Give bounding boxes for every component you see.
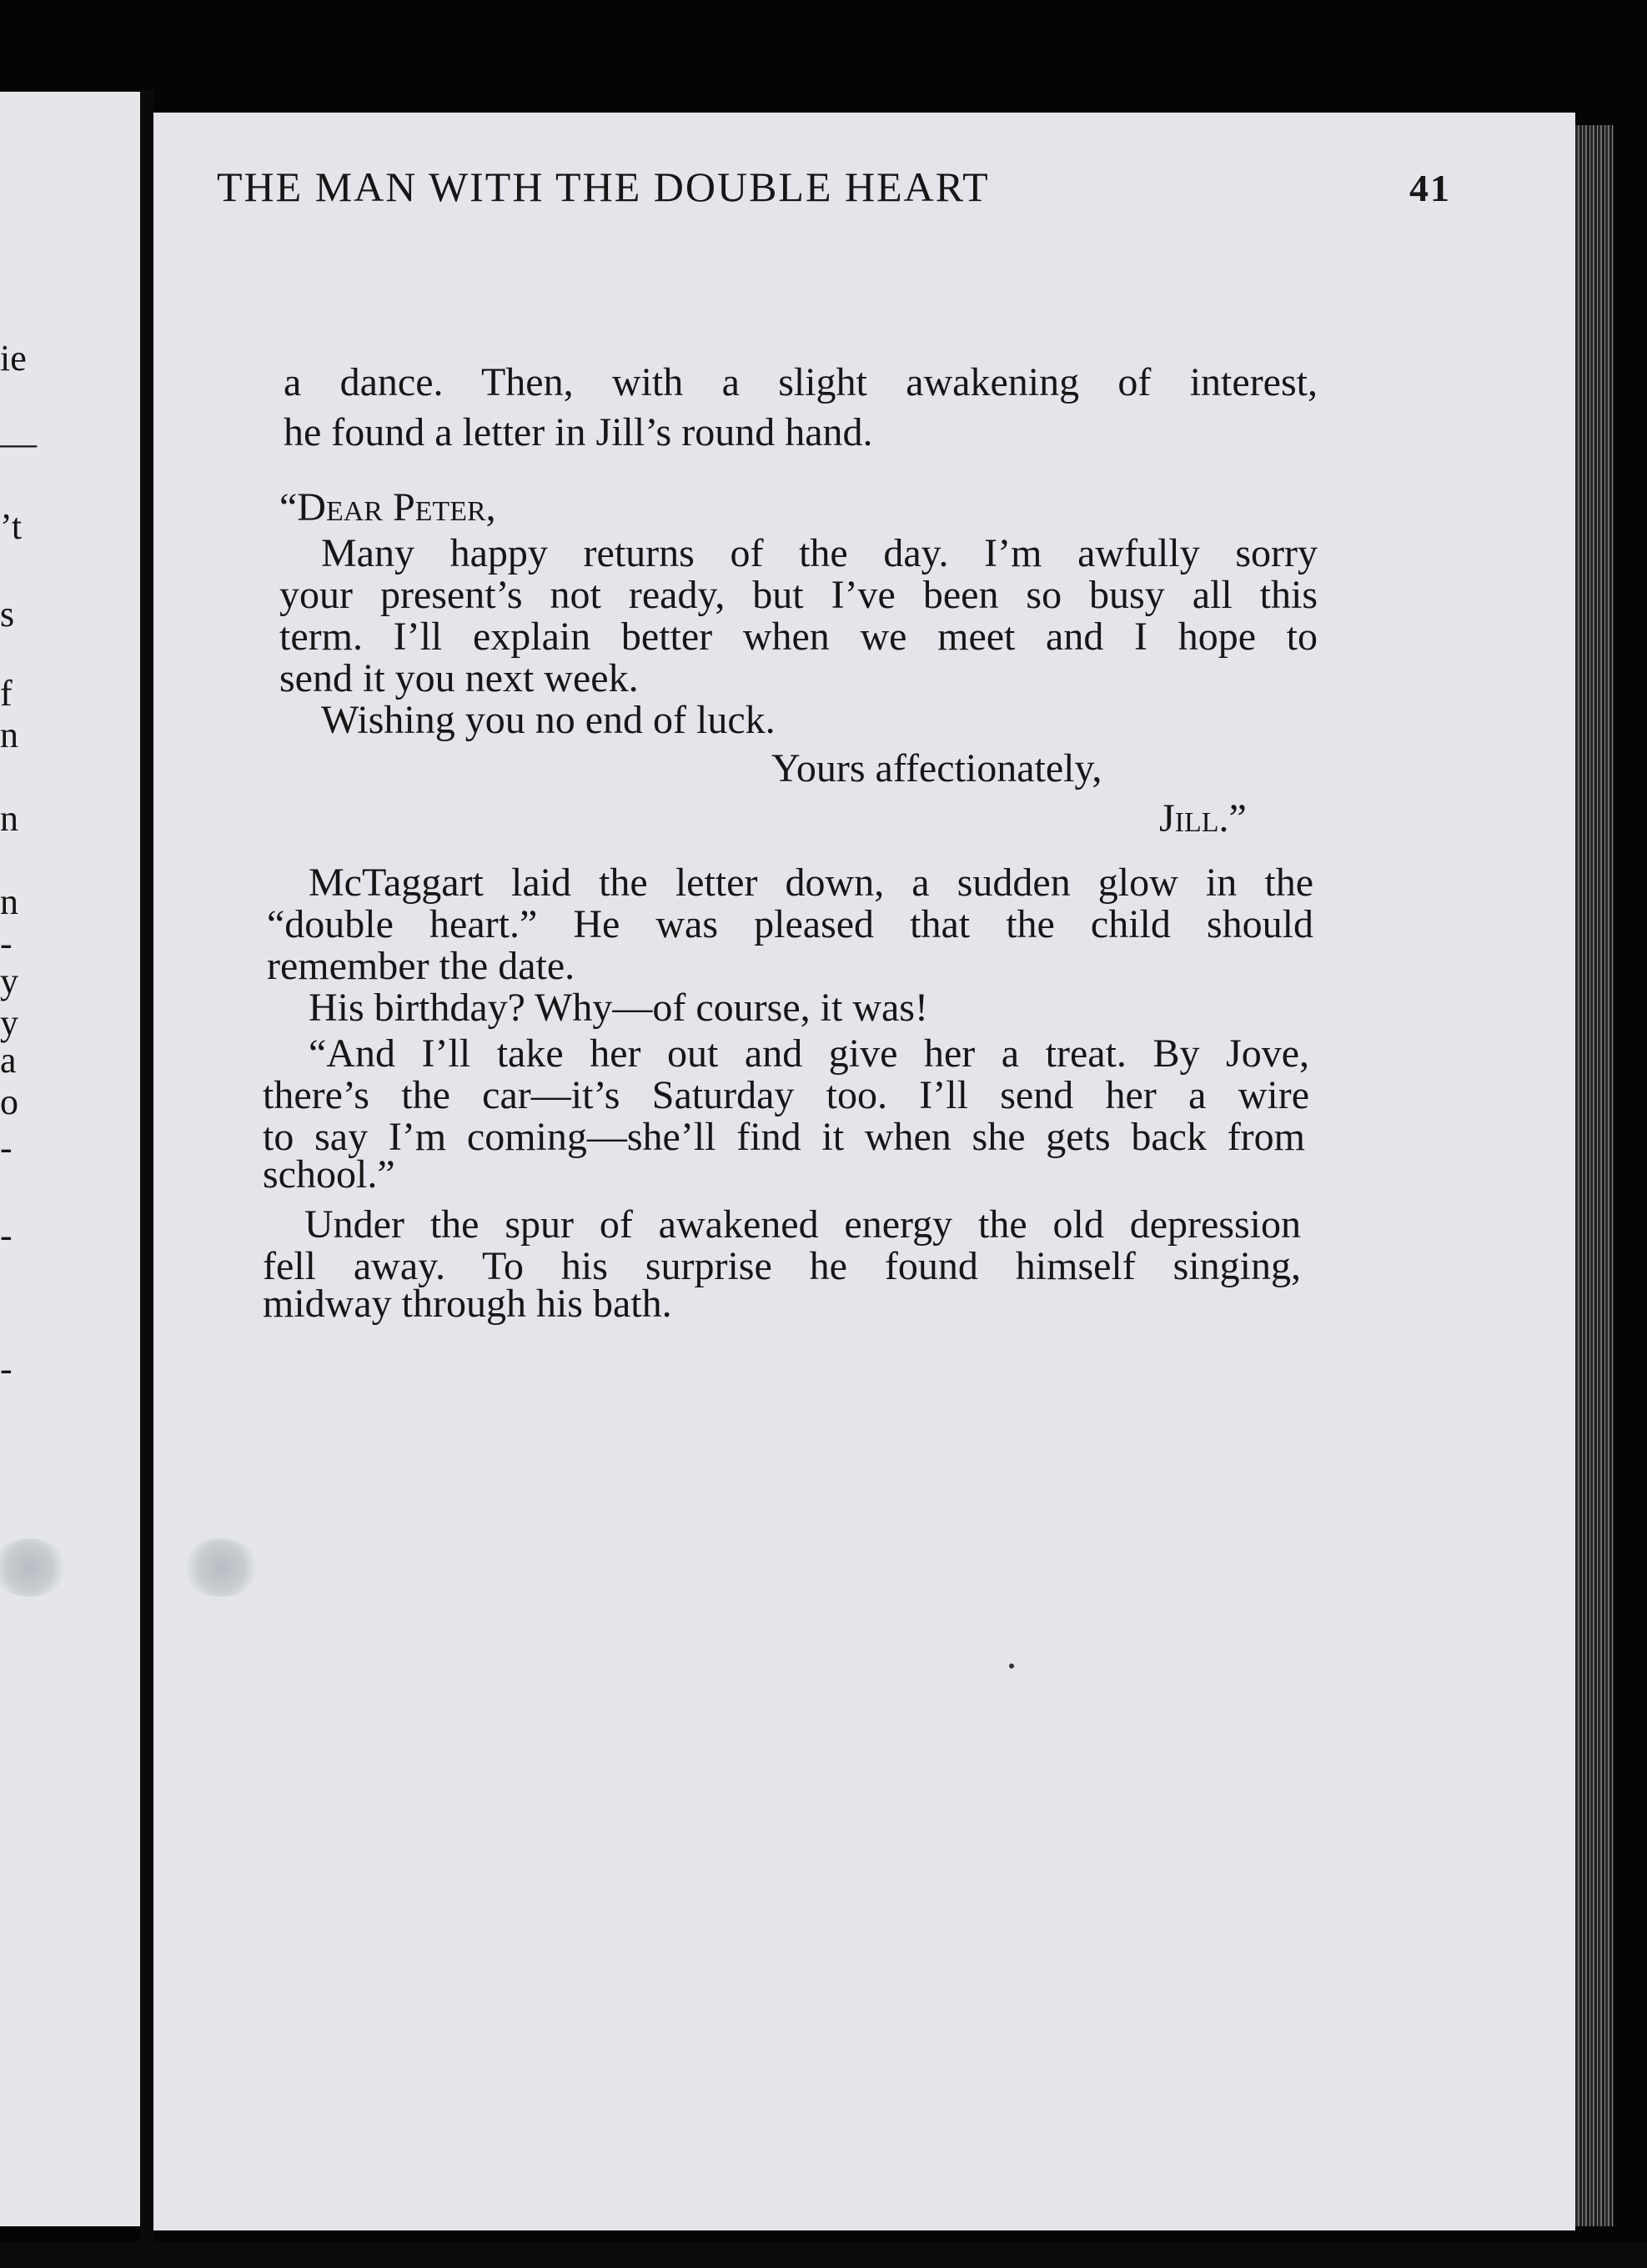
text-line: remember the date. xyxy=(267,944,575,988)
margin-char: s xyxy=(0,594,15,635)
margin-char: - xyxy=(0,923,13,964)
margin-char: y xyxy=(0,1002,18,1043)
text-line: McTaggart laid the letter down, a sudden glow in the xyxy=(309,861,1313,905)
smudge-mark xyxy=(183,1538,259,1597)
text-line: Under the spur of awakened energy the old depression xyxy=(304,1202,1301,1247)
text-line: Wishing you no end of luck. xyxy=(321,698,776,742)
margin-char: ’t xyxy=(0,506,23,547)
margin-char: o xyxy=(0,1081,18,1122)
page-number: 41 xyxy=(1409,167,1451,209)
margin-char: n xyxy=(0,798,18,839)
text-line: school.” xyxy=(263,1152,395,1197)
text-line: fell away. To his surprise he found himself singing, xyxy=(263,1244,1301,1288)
text-line: to say I’m coming—she’ll find it when she gets back from xyxy=(263,1115,1305,1159)
text-line: “And I’ll take her out and give her a treat. By Jove, xyxy=(309,1031,1309,1076)
text-line: a dance. Then, with a slight awakening of interest, xyxy=(284,360,1318,404)
text-line: term. I’ll explain better when we meet and I hope to xyxy=(279,615,1318,659)
text-line: midway through his bath. xyxy=(263,1282,672,1326)
ink-speck xyxy=(1009,1663,1014,1668)
text-line: there’s the car—it’s Saturday too. I’ll send her a wire xyxy=(263,1073,1309,1117)
margin-char: y xyxy=(0,961,18,1001)
margin-char: — xyxy=(0,423,37,464)
margin-char: f xyxy=(0,673,13,714)
margin-char: a xyxy=(0,1040,17,1081)
running-head-title: THE MAN WITH THE DOUBLE HEART xyxy=(217,163,990,210)
text-line: your present’s not ready, but I’ve been so busy all this xyxy=(279,573,1318,617)
text-line: he found a letter in Jill’s round hand. xyxy=(284,410,873,454)
margin-char: ie xyxy=(0,338,27,379)
letter-salutation: “Dear Peter, xyxy=(279,485,496,529)
text-line: “double heart.” He was pleased that the child should xyxy=(267,902,1313,946)
margin-char: - xyxy=(0,1215,13,1256)
text-line: Many happy returns of the day. I’m awfully sorry xyxy=(321,531,1318,575)
text-line: His birthday? Why—of course, it was! xyxy=(309,986,928,1030)
margin-char: - xyxy=(0,1127,13,1168)
margin-char: n xyxy=(0,881,18,922)
letter-closing: Yours affectionately, xyxy=(771,746,1102,790)
margin-char: - xyxy=(0,1348,13,1389)
letter-signature: Jill.” xyxy=(1159,796,1247,840)
running-head xyxy=(217,163,1451,211)
text-line: send it you next week. xyxy=(279,656,639,700)
margin-char: n xyxy=(0,715,18,755)
